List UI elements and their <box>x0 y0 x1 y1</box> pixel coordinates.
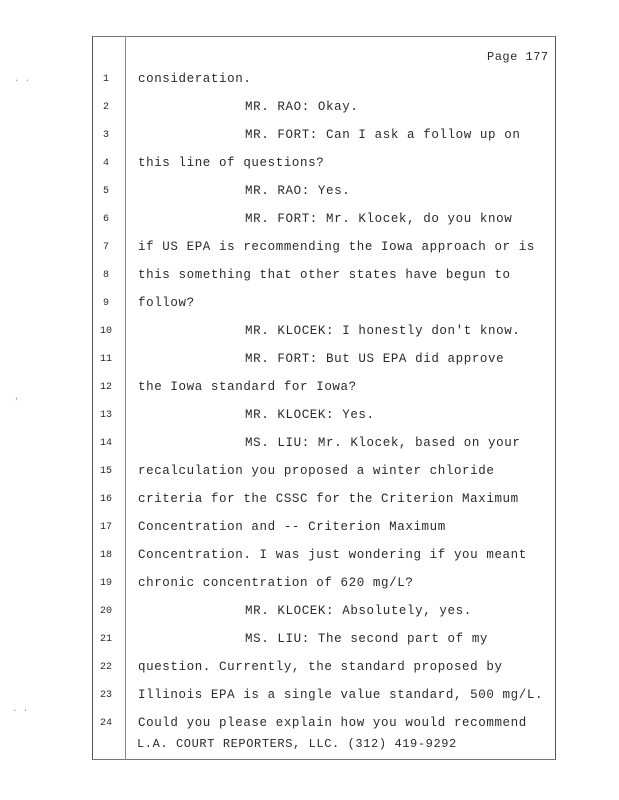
line-text: criteria for the CSSC for the Criterion Maximum <box>138 492 519 506</box>
line-number: 14 <box>99 438 112 449</box>
line-number: 23 <box>99 690 112 701</box>
court-reporter-footer: L.A. COURT REPORTERS, LLC. (312) 419-9292 <box>137 737 457 751</box>
line-number: 17 <box>99 522 112 533</box>
line-number: 8 <box>102 270 109 281</box>
transcript-line <box>0 240 619 260</box>
line-number: 19 <box>99 578 112 589</box>
line-text: Illinois EPA is a single value standard, 500 mg/L. <box>138 688 544 702</box>
line-text: this something that other states have begun to <box>138 268 511 282</box>
line-text: MR. KLOCEK: I honestly don't know. <box>245 324 521 338</box>
line-number: 5 <box>102 186 109 197</box>
line-text: recalculation you proposed a winter chloride <box>138 464 495 478</box>
line-number: 11 <box>99 354 112 365</box>
transcript-line <box>0 548 619 568</box>
line-text: if US EPA is recommending the Iowa approach or is <box>138 240 535 254</box>
line-text: MS. LIU: The second part of my <box>245 632 489 646</box>
line-text: Could you please explain how you would recommend <box>138 716 527 730</box>
line-number: 16 <box>99 494 112 505</box>
line-text: MR. FORT: Mr. Klocek, do you know <box>245 212 513 226</box>
line-number: 9 <box>102 298 109 309</box>
transcript-line <box>0 100 619 120</box>
line-number: 2 <box>102 102 109 113</box>
line-number: 3 <box>102 130 109 141</box>
line-text: MR. RAO: Yes. <box>245 184 351 198</box>
line-number: 6 <box>102 214 109 225</box>
line-number: 22 <box>99 662 112 673</box>
transcript-line <box>0 408 619 428</box>
line-text: MR. FORT: Can I ask a follow up on <box>245 128 521 142</box>
transcript-line <box>0 324 619 344</box>
transcript-line <box>0 492 619 512</box>
line-text: question. Currently, the standard proposed by <box>138 660 503 674</box>
transcript-line <box>0 436 619 456</box>
line-number: 24 <box>99 718 112 729</box>
line-number: 10 <box>99 326 112 337</box>
transcript-line <box>0 604 619 624</box>
line-text: this line of questions? <box>138 156 325 170</box>
line-text: MR. RAO: Okay. <box>245 100 359 114</box>
line-number: 21 <box>99 634 112 645</box>
line-text: consideration. <box>138 72 252 86</box>
line-text: MR. KLOCEK: Yes. <box>245 408 375 422</box>
scan-artifact-mark: · · <box>12 706 29 716</box>
line-number: 12 <box>99 382 112 393</box>
transcript-line <box>0 716 619 736</box>
line-number: 4 <box>102 158 109 169</box>
transcript-line <box>0 212 619 232</box>
line-text: Concentration. I was just wondering if you meant <box>138 548 527 562</box>
transcript-line <box>0 576 619 596</box>
scan-artifact-mark: · · <box>14 76 31 86</box>
line-text: MR. KLOCEK: Absolutely, yes. <box>245 604 472 618</box>
transcript-line <box>0 380 619 400</box>
transcript-line <box>0 464 619 484</box>
transcript-line <box>0 184 619 204</box>
transcript-line <box>0 632 619 652</box>
line-text: follow? <box>138 296 195 310</box>
line-text: chronic concentration of 620 mg/L? <box>138 576 414 590</box>
transcript-line <box>0 296 619 316</box>
line-text: MR. FORT: But US EPA did approve <box>245 352 505 366</box>
transcript-line <box>0 156 619 176</box>
page-number: Page 177 <box>487 50 549 64</box>
line-number: 15 <box>99 466 112 477</box>
line-text: MS. LIU: Mr. Klocek, based on your <box>245 436 521 450</box>
line-text: Concentration and -- Criterion Maximum <box>138 520 446 534</box>
transcript-line <box>0 268 619 288</box>
line-number: 18 <box>99 550 112 561</box>
line-text: the Iowa standard for Iowa? <box>138 380 357 394</box>
transcript-line <box>0 688 619 708</box>
line-number: 7 <box>102 242 109 253</box>
transcript-line <box>0 352 619 372</box>
transcript-line <box>0 520 619 540</box>
transcript-line <box>0 660 619 680</box>
line-number: 20 <box>99 606 112 617</box>
scan-artifact-mark: ‚ <box>14 392 20 402</box>
transcript-line <box>0 128 619 148</box>
transcript-line <box>0 72 619 92</box>
line-number: 13 <box>99 410 112 421</box>
line-number: 1 <box>102 74 109 85</box>
